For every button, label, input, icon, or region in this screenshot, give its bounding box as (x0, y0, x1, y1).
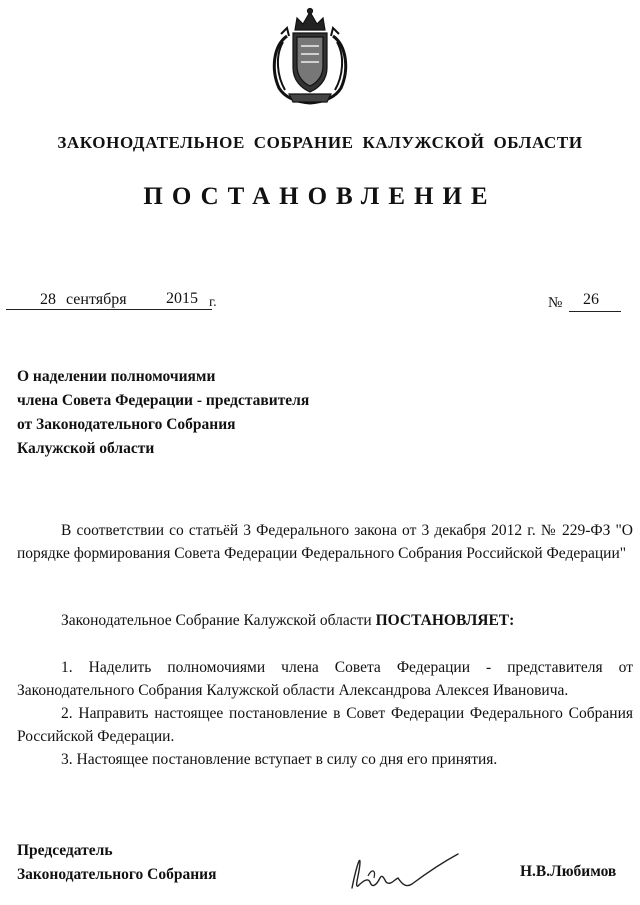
document-subject (17, 365, 377, 461)
document-number: 26 (583, 291, 599, 308)
signatory-title-line: Председатель (17, 842, 113, 859)
resolution-item: 3. Настоящее постановление вступает в силу со дня его принятия. (61, 751, 498, 768)
date-underline (6, 309, 212, 310)
number-label: № (548, 295, 563, 311)
signatory-title-line: Законодательного Собрания (17, 866, 217, 883)
resolve-paragraph (17, 609, 633, 632)
subject-line: члена Совета Федерации - представителя (17, 392, 310, 409)
document-title: ПОСТАНОВЛЕНИЕ (143, 183, 497, 210)
number-underline (569, 311, 621, 312)
resolution-item: 2. Направить настоящее постановление в Совет Федерации Федерального Собрания Российской Федерации. (17, 705, 633, 745)
coat-of-arms-icon (267, 6, 353, 106)
signatory-title (17, 839, 217, 887)
signatory-name: Н.В.Любимов (520, 863, 617, 880)
subject-line: Калужской области (17, 440, 155, 457)
resolution-items (17, 656, 633, 771)
date-day: 28 (40, 291, 56, 308)
date-month: сентября (66, 291, 127, 308)
date-year: 2015 (166, 290, 198, 307)
resolution-item: 1. Наделить полномочиями члена Совета Федерации - представителя от Законодательного Собрания Калужской области Александрова Алексея Ивановича. (17, 659, 633, 699)
subject-line: от Законодательного Собрания (17, 416, 236, 433)
resolve-keyword: ПОСТАНОВЛЯЕТ: (375, 612, 515, 629)
handwritten-signature-icon (346, 848, 466, 898)
organization-name: ЗАКОНОДАТЕЛЬНОЕ СОБРАНИЕ КАЛУЖСКОЙ ОБЛАСТИ (57, 133, 583, 152)
subject-line: О наделении полномочиями (17, 368, 216, 385)
resolve-prefix: Законодательное Собрание Калужской области (61, 612, 376, 629)
date-year-suffix: г. (209, 295, 217, 310)
legal-basis-paragraph: В соответствии со статьёй 3 Федерального закона от 3 декабря 2012 г. № 229-ФЗ "О порядке формирования Совета Федерации Федерального Собрания Российской Федерации" (17, 522, 633, 562)
